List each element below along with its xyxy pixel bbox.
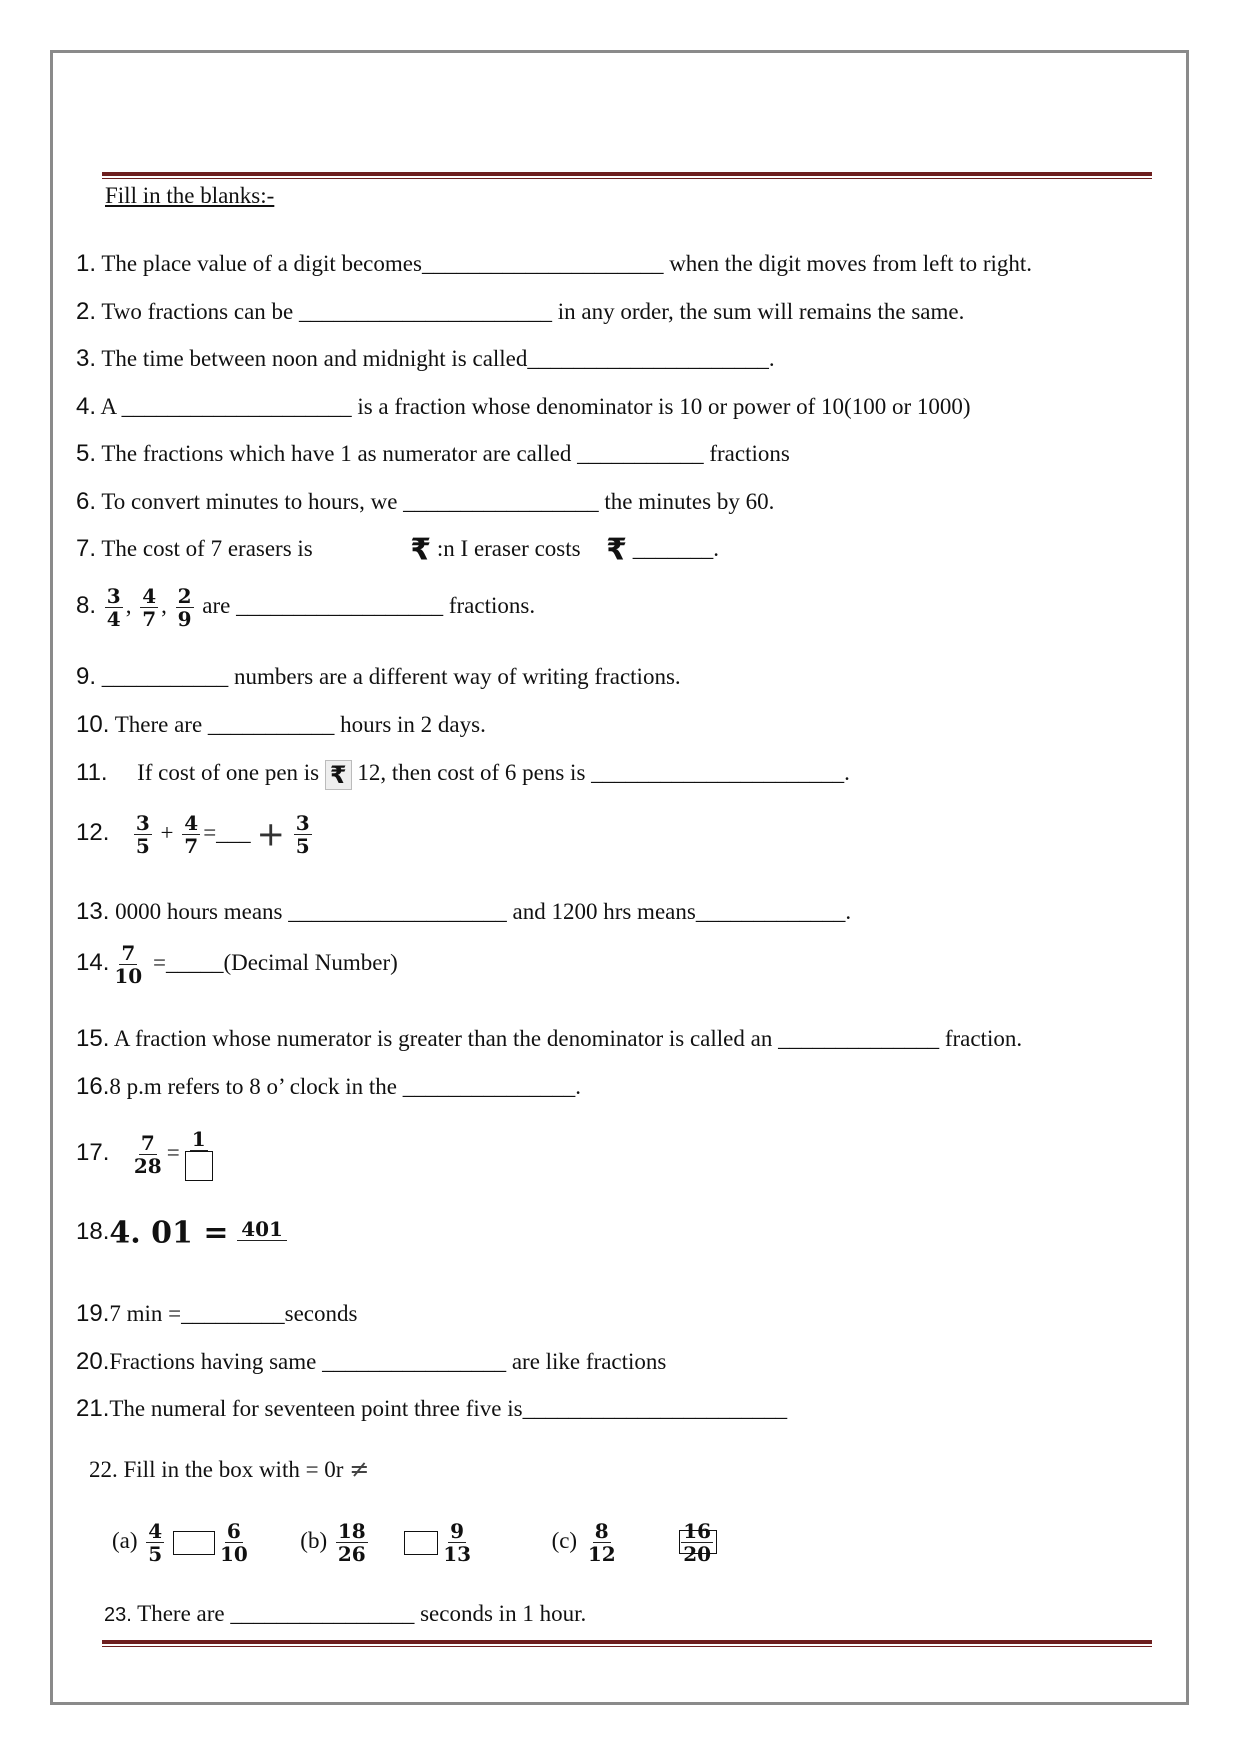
question-text: Fractions having same ________________ are like fractions xyxy=(109,1349,667,1374)
question-text: To convert minutes to hours, we _________________ the minutes by 60. xyxy=(101,489,775,514)
question-12 xyxy=(76,812,315,857)
question-text: 22. Fill in the box with = 0r xyxy=(89,1457,344,1482)
question-number: 11. xyxy=(76,759,108,786)
question-text: 7 min =_________seconds xyxy=(109,1301,358,1326)
fraction: $\frac{3}{4}$ xyxy=(106,584,121,631)
fraction: $\frac{8}{12}$ xyxy=(587,1519,616,1566)
question-text: 8 p.m refers to 8 o’ clock in the _______________. xyxy=(109,1074,581,1099)
fraction: $\frac{4}{7}$ xyxy=(184,811,199,858)
question-number: 9. xyxy=(76,663,97,690)
question-23 xyxy=(104,1600,586,1629)
part-label: (c) xyxy=(551,1527,578,1553)
question-21 xyxy=(76,1395,787,1423)
question-16 xyxy=(76,1073,581,1101)
fraction: $\frac{18}{26}$ xyxy=(337,1519,366,1566)
question-number: 6. xyxy=(76,488,97,515)
question-text: The time between noon and midnight is called_____________________. xyxy=(101,346,775,371)
question-number: 1. xyxy=(76,250,97,277)
question-text: A fraction whose numerator is greater than the denominator is called an ______________ fraction. xyxy=(113,1026,1023,1051)
compare-box[interactable] xyxy=(173,1531,215,1555)
equals-blank: =___ xyxy=(203,819,251,845)
question-22 xyxy=(89,1455,369,1484)
question-4 xyxy=(76,393,971,421)
compare-box[interactable] xyxy=(679,1530,717,1554)
question-3 xyxy=(76,345,775,373)
question-number: 12. xyxy=(76,818,110,846)
fraction: $\frac{7}{10}$ xyxy=(114,941,143,988)
fraction-with-box: $\frac{16}{20}$ xyxy=(681,1520,713,1565)
question-number: 8. xyxy=(76,591,97,619)
question-19 xyxy=(76,1300,357,1328)
question-9 xyxy=(76,663,681,691)
question-6 xyxy=(76,488,774,516)
fraction: $\frac{9}{13}$ xyxy=(443,1519,472,1566)
question-text-2: 12, then cost of 6 pens is ______________________. xyxy=(357,760,850,785)
question-text: If cost of one pen is xyxy=(137,760,320,785)
fraction: $\frac{6}{10}$ xyxy=(219,1519,248,1566)
question-number: 10. xyxy=(76,711,110,738)
question-text: The place value of a digit becomes_____________________ when the digit moves from left to right. xyxy=(101,251,1033,276)
part-label: (b) xyxy=(300,1527,328,1553)
question-number: 15. xyxy=(76,1025,110,1052)
question-number: 21. xyxy=(76,1395,110,1422)
question-8: 8. $\frac{3}{4}$ , $\frac{4}{7}$ , $\frac{2}{9}$ are __________________ fractions. xyxy=(76,584,536,631)
question-number: 20. xyxy=(76,1348,110,1375)
fraction: $\frac{2}{9}$ xyxy=(177,584,192,631)
question-number: 4. xyxy=(76,393,97,420)
fraction-with-box: 1 xyxy=(183,1128,215,1181)
question-11 xyxy=(76,759,850,790)
question-number: 14. xyxy=(76,948,110,976)
decimal-value: 4. 01 = xyxy=(109,1215,229,1251)
question-text: ___________ numbers are a different way of writing fractions. xyxy=(101,664,681,689)
question-1 xyxy=(76,250,1032,278)
fraction: $\frac{3}{5}$ xyxy=(135,811,150,858)
not-equal-sign: ≠ xyxy=(349,1455,370,1483)
plus-sign: + xyxy=(256,814,285,855)
question-text: The fractions which have 1 as numerator are called ___________ fractions xyxy=(101,441,790,466)
fraction: $\frac{4}{5}$ xyxy=(148,1519,163,1566)
question-text: Two fractions can be ______________________ in any order, the sum will remains the same. xyxy=(101,299,965,324)
question-blank: _______. xyxy=(632,536,719,561)
question-text: There are ___________ hours in 2 days. xyxy=(114,712,486,737)
question-text-2: :n I eraser costs xyxy=(436,536,581,561)
fraction: 401 xyxy=(237,1218,287,1263)
question-2 xyxy=(76,298,964,326)
question-5 xyxy=(76,440,790,468)
part-c xyxy=(551,1519,716,1566)
question-15 xyxy=(76,1025,1022,1053)
question-10 xyxy=(76,711,486,739)
question-number: 2. xyxy=(76,298,97,325)
question-number: 23. xyxy=(104,1604,132,1626)
fraction: $\frac{3}{5}$ xyxy=(295,811,310,858)
question-number: 3. xyxy=(76,345,97,372)
fraction: $\frac{4}{7}$ xyxy=(142,584,157,631)
question-7 xyxy=(76,532,719,568)
section-heading: Fill in the blanks:- xyxy=(105,183,275,208)
question-number: 18. xyxy=(76,1218,110,1245)
question-text: A ____________________ is a fraction whose denominator is 10 or power of 10(100 or 1000) xyxy=(100,394,971,419)
question-18 xyxy=(76,1215,290,1263)
compare-box[interactable] xyxy=(404,1531,438,1555)
question-number: 13. xyxy=(76,898,110,925)
question-number: 17. xyxy=(76,1138,110,1166)
question-14 xyxy=(76,942,398,987)
rupee-icon: ₹ xyxy=(410,532,432,568)
part-label: (a) xyxy=(112,1527,138,1553)
rupee-icon: ₹ xyxy=(325,760,352,790)
top-divider xyxy=(102,172,1152,179)
part-a xyxy=(112,1519,259,1566)
question-number: 19. xyxy=(76,1300,110,1327)
question-text: 0000 hours means ___________________ and 1200 hrs means_____________. xyxy=(115,899,852,924)
question-13 xyxy=(76,898,851,926)
question-22-parts xyxy=(112,1520,716,1565)
question-number: 7. xyxy=(76,535,97,562)
question-text: The numeral for seventeen point three five is_______________________ xyxy=(109,1396,788,1421)
bottom-divider xyxy=(102,1640,1152,1647)
question-number: 5. xyxy=(76,440,97,467)
question-number: 16. xyxy=(76,1073,110,1100)
answer-box[interactable] xyxy=(185,1151,213,1181)
question-text: =_____(Decimal Number) xyxy=(152,949,398,975)
question-17 xyxy=(76,1128,218,1181)
question-text: The cost of 7 erasers is xyxy=(101,536,313,561)
part-b xyxy=(300,1519,482,1566)
question-text: are __________________ fractions. xyxy=(202,592,536,618)
question-20 xyxy=(76,1348,666,1376)
fraction: $\frac{7}{28}$ xyxy=(133,1131,162,1178)
equals-sign: = xyxy=(166,1139,180,1165)
plus-sign: + xyxy=(160,819,174,845)
question-text: There are ________________ seconds in 1 hour. xyxy=(137,1601,587,1626)
rupee-icon: ₹ xyxy=(606,532,627,568)
